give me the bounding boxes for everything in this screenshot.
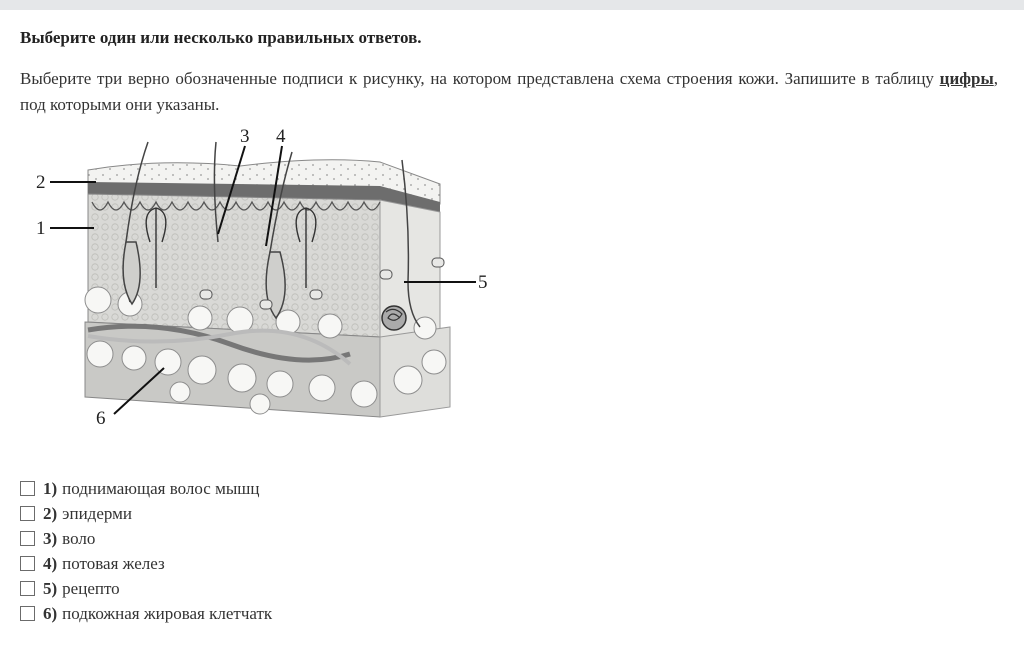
figure-label-1: 1 xyxy=(36,218,46,239)
figure-label-3: 3 xyxy=(240,126,250,147)
option-1[interactable] xyxy=(20,476,272,501)
option-6-number: 6) xyxy=(43,603,58,623)
option-1-number: 1) xyxy=(43,478,58,498)
option-5-text: рецепто xyxy=(62,578,120,598)
answer-options xyxy=(20,476,272,626)
question-text-part1: Выберите три верно обозначенные подписи к рисунку, на котором представлена схема строения кожи. Запишите в таблицу xyxy=(20,69,940,88)
option-6-checkbox[interactable] xyxy=(20,606,35,621)
option-1-checkbox[interactable] xyxy=(20,481,35,496)
question-emphasis: цифры xyxy=(939,69,994,88)
option-2-number: 2) xyxy=(43,503,58,523)
option-5-number: 5) xyxy=(43,578,58,598)
option-2-checkbox[interactable] xyxy=(20,506,35,521)
option-3-checkbox[interactable] xyxy=(20,531,35,546)
option-3[interactable] xyxy=(20,526,272,551)
option-1-text: поднимающая волос мышц xyxy=(62,478,260,498)
task-heading: Выберите один или несколько правильных ответов. xyxy=(20,28,422,47)
question-text-part2: , под которыми они указаны. xyxy=(20,69,998,114)
figure-label-2: 2 xyxy=(36,172,46,193)
figure-label-6: 6 xyxy=(96,408,106,429)
option-5[interactable] xyxy=(20,576,272,601)
figure-label-5: 5 xyxy=(478,272,488,293)
option-2[interactable] xyxy=(20,501,272,526)
top-bar xyxy=(0,0,1024,10)
skin-structure-figure xyxy=(30,122,500,432)
option-4-text: потовая желез xyxy=(62,553,165,573)
question-text xyxy=(20,66,998,118)
option-5-checkbox[interactable] xyxy=(20,581,35,596)
option-6[interactable] xyxy=(20,601,272,626)
option-4-checkbox[interactable] xyxy=(20,556,35,571)
figure-label-4: 4 xyxy=(276,126,286,147)
option-2-text: эпидерми xyxy=(62,503,132,523)
option-6-text: подкожная жировая клетчатк xyxy=(62,603,273,623)
option-3-number: 3) xyxy=(43,528,58,548)
option-4-number: 4) xyxy=(43,553,58,573)
option-4[interactable] xyxy=(20,551,272,576)
skin-diagram xyxy=(30,122,500,432)
option-3-text: воло xyxy=(62,528,96,548)
